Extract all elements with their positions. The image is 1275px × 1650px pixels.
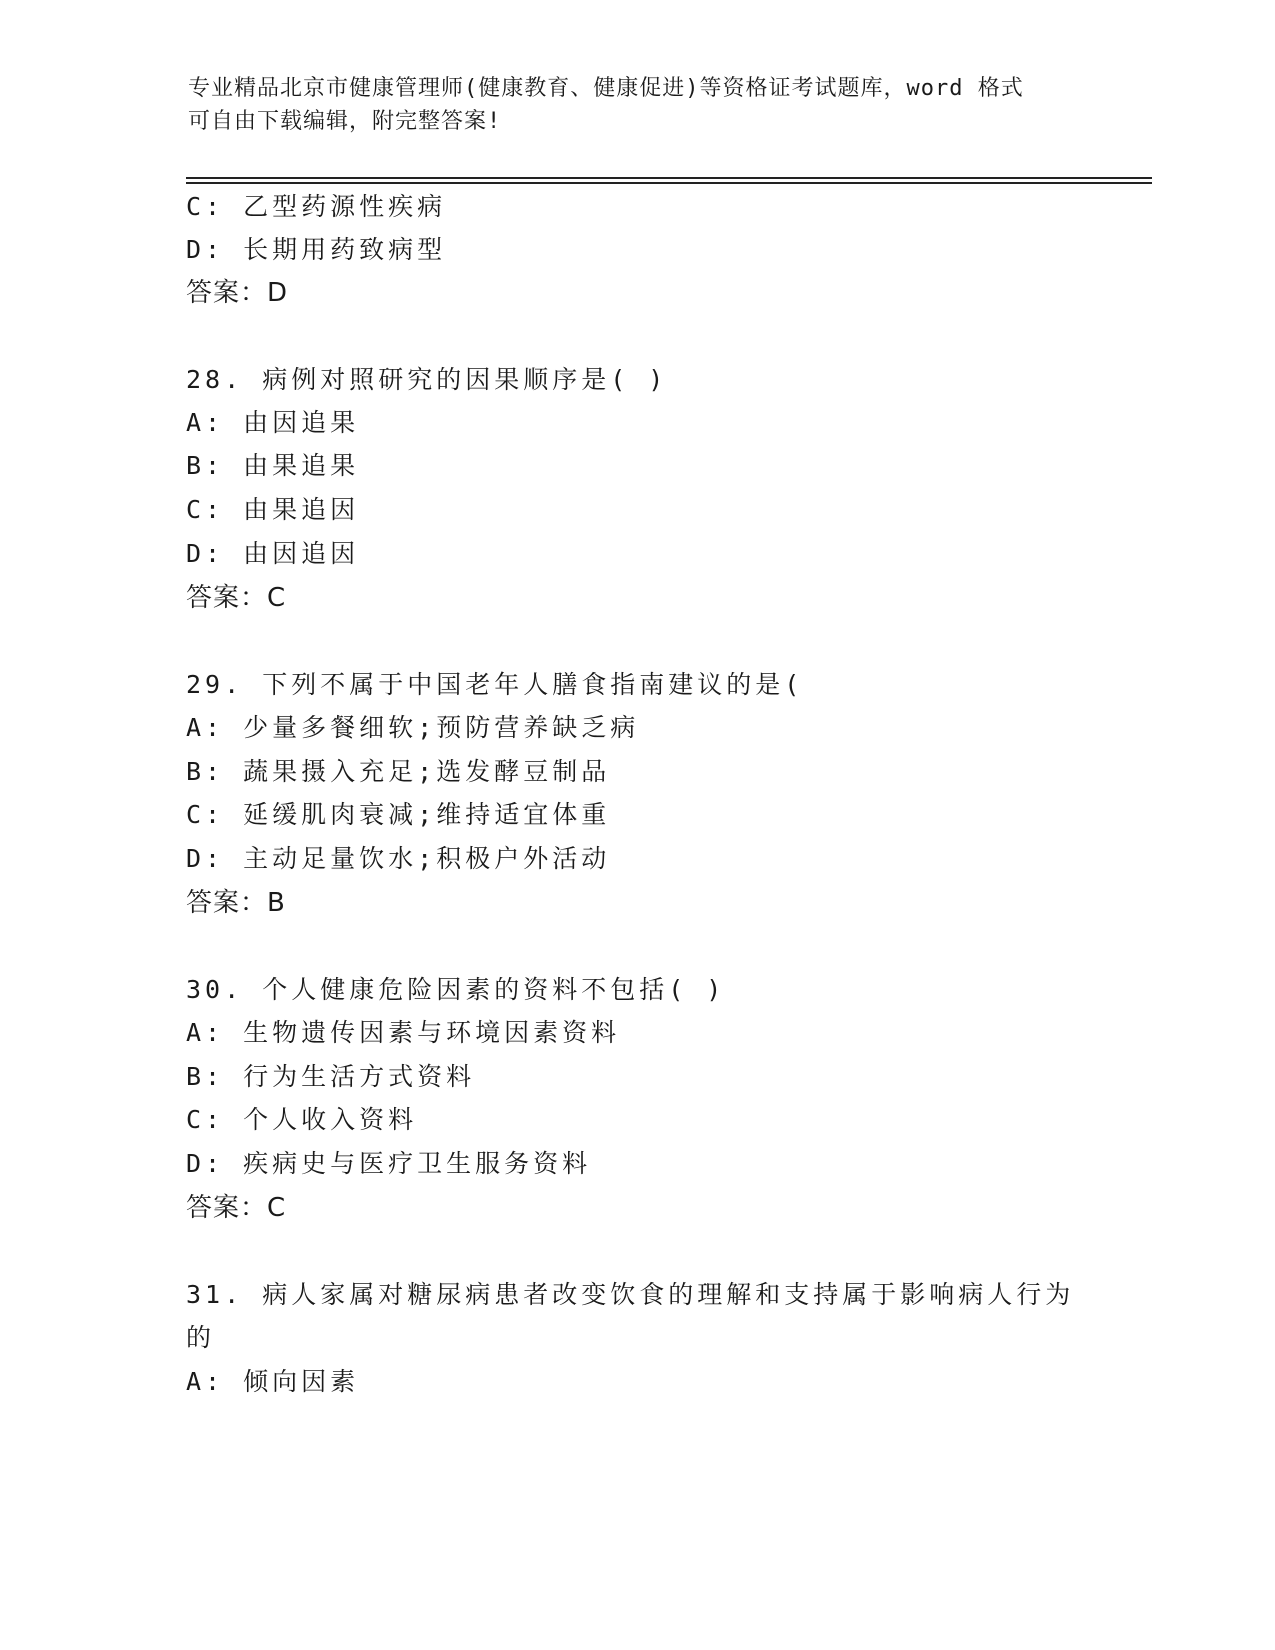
prev-option-c: C: 乙型药源性疾病 <box>186 192 447 221</box>
question-stem: 30. 个人健康危险因素的资料不包括( ) <box>186 975 726 1004</box>
page-header <box>188 72 1068 138</box>
header-rule-bottom <box>186 182 1152 184</box>
question-stem: 28. 病例对照研究的因果顺序是( ) <box>186 365 668 394</box>
option-d: D: 疾病史与医疗卫生服务资料 <box>186 1149 592 1178</box>
prev-answer: 答案：D <box>186 278 289 308</box>
header-line-1: 专业精品北京市健康管理师(健康教育、健康促进)等资格证考试题库，word 格式 <box>188 76 1024 101</box>
option-b: B: 蔬果摄入充足;选发酵豆制品 <box>186 757 611 786</box>
option-a: A: 少量多餐细软;预防营养缺乏病 <box>186 713 640 742</box>
option-a: A: 由因追果 <box>186 408 360 437</box>
option-c: C: 个人收入资料 <box>186 1105 418 1134</box>
option-c: C: 延缓肌肉衰减;维持适宜体重 <box>186 800 611 829</box>
question-stem: 29. 下列不属于中国老年人膳食指南建议的是( <box>186 670 804 699</box>
option-c: C: 由果追因 <box>186 495 360 524</box>
option-d: D: 由因追因 <box>186 539 360 568</box>
option-b: B: 行为生活方式资料 <box>186 1062 476 1091</box>
option-d: D: 主动足量饮水;积极户外活动 <box>186 844 611 873</box>
option-a: A: 倾向因素 <box>186 1367 360 1396</box>
question-stem-line-1: 31. 病人家属对糖尿病患者改变饮食的理解和支持属于影响病人行为 <box>186 1280 1075 1309</box>
option-a: A: 生物遗传因素与环境因素资料 <box>186 1018 621 1047</box>
answer: 答案：B <box>186 888 286 918</box>
option-b: B: 由果追果 <box>186 451 360 480</box>
answer: 答案：C <box>186 583 287 613</box>
prev-option-d: D: 长期用药致病型 <box>186 235 447 264</box>
header-rule-top <box>186 177 1152 179</box>
header-line-2: 可自由下载编辑，附完整答案! <box>188 109 502 134</box>
answer: 答案：C <box>186 1193 287 1223</box>
question-stem-line-2: 的 <box>186 1323 216 1352</box>
